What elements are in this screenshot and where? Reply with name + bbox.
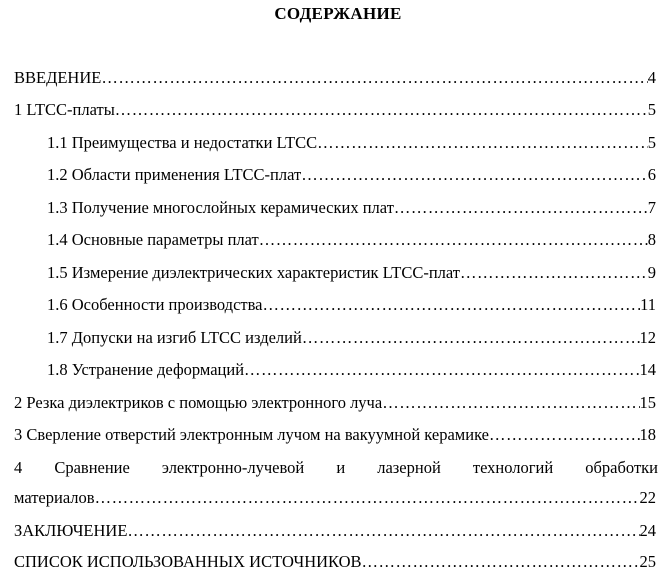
toc-entry-section-1-3 <box>47 197 656 219</box>
toc-entry-section-1-5 <box>47 262 656 284</box>
toc-entry-page: 4 <box>647 68 656 87</box>
toc-leader-dots <box>115 99 648 121</box>
toc-entry-page: 5 <box>647 100 656 119</box>
toc-leader-dots <box>263 294 641 316</box>
page-title: СОДЕРЖАНИЕ <box>274 4 402 23</box>
toc-leader-dots <box>259 229 648 251</box>
toc-entry-chapter-4-line-2 <box>14 487 656 509</box>
toc-entry-label: 1.3 Получение многослойных керамических плат <box>47 198 394 217</box>
toc-leader-dots <box>460 262 648 284</box>
toc-entry-section-1-7 <box>47 327 656 349</box>
toc-entry-section-1-8 <box>47 359 656 381</box>
toc-entry-page: 6 <box>647 165 656 184</box>
toc-leader-dots <box>382 392 639 414</box>
toc-leader-dots <box>489 424 640 446</box>
toc-entry-page: 8 <box>647 230 656 249</box>
toc-entry-label: материалов <box>14 488 95 507</box>
toc-entry-page: 18 <box>639 425 656 444</box>
toc-entry-page: 14 <box>639 360 656 379</box>
toc-entry-label: 1.2 Области применения LTCC-плат <box>47 165 302 184</box>
toc-entry-label: 1.6 Особенности производства <box>47 295 263 314</box>
toc-entry-conclusion <box>14 520 656 542</box>
toc-leader-dots <box>95 487 640 509</box>
toc-entry-page: 9 <box>647 263 656 282</box>
toc-entry-section-1-6 <box>47 294 656 316</box>
toc-entry-chapter-4-line-1: 4 Сравнение электронно-лучевой и лазерной технологий обработки <box>14 458 658 477</box>
toc-entry-section-1-1 <box>47 132 656 154</box>
toc-entry-chapter-3 <box>14 424 656 446</box>
toc-leader-dots <box>301 164 648 186</box>
toc-entry-page: 24 <box>639 521 656 540</box>
toc-entry-label: ВВЕДЕНИЕ <box>14 68 102 87</box>
toc-entry-page: 15 <box>639 393 656 412</box>
toc-entry-section-1-4 <box>47 229 656 251</box>
toc-entry-label: 1.4 Основные параметры плат <box>47 230 259 249</box>
toc-entry-page: 22 <box>639 488 656 507</box>
toc-entry-section-1-2 <box>47 164 656 186</box>
toc-entry-label: СПИСОК ИСПОЛЬЗОВАННЫХ ИСТОЧНИКОВ <box>14 552 362 571</box>
toc-entry-label: 1.7 Допуски на изгиб LTCC изделий <box>47 328 302 347</box>
toc-entry-introduction <box>14 67 656 89</box>
toc-entry-chapter-2 <box>14 392 656 414</box>
toc-entry-page: 12 <box>639 328 656 347</box>
toc-entry-page: 7 <box>647 198 656 217</box>
toc-leader-dots <box>394 197 648 219</box>
toc-entry-chapter-1 <box>14 99 656 121</box>
toc-entry-label: 2 Резка диэлектриков с помощью электронного луча <box>14 393 383 412</box>
toc-entry-label: 1.1 Преимущества и недостатки LTCC <box>47 133 318 152</box>
toc-entry-label: 3 Сверление отверстий электронным лучом на вакуумной керамике <box>14 425 489 444</box>
toc-entry-page: 25 <box>639 552 656 571</box>
toc-leader-dots <box>302 327 640 349</box>
toc-leader-dots <box>244 359 639 381</box>
toc-leader-dots <box>317 132 648 154</box>
toc-leader-dots <box>101 67 647 89</box>
toc-leader-dots <box>362 551 640 573</box>
toc-entry-page: 11 <box>640 295 656 314</box>
toc-entry-page: 5 <box>647 133 656 152</box>
toc-leader-dots <box>127 520 639 542</box>
toc-entry-label: 1 LTCC-платы <box>14 100 115 119</box>
toc-entry-label: 1.8 Устранение деформаций <box>47 360 245 379</box>
toc-entry-label: 1.5 Измерение диэлектрических характеристик LTCC-плат <box>47 263 460 282</box>
toc-entry-references <box>14 551 656 573</box>
toc-entry-label: ЗАКЛЮЧЕНИЕ <box>14 521 128 540</box>
